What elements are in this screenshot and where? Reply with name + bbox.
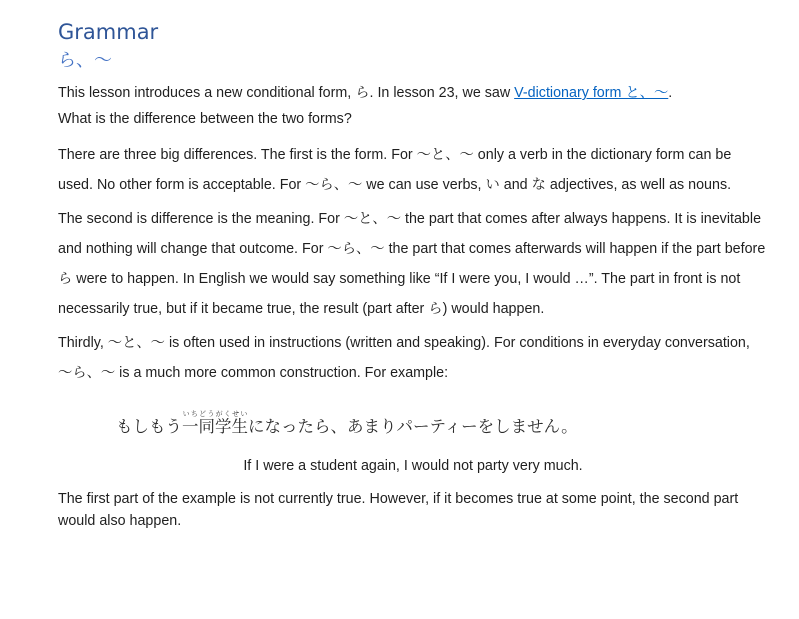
- text-span: adjectives, as well as nouns.: [545, 177, 732, 193]
- page-title: Grammar: [58, 20, 159, 44]
- jp-term: な: [531, 177, 546, 193]
- text-span: ) would happen.: [442, 301, 545, 317]
- furigana-word: [182, 410, 248, 436]
- v-dictionary-form-link[interactable]: V-dictionary form と、〜: [514, 85, 669, 101]
- text-span: the part that comes after always happens. It is inevitable and nothing will change that outcome. For: [58, 211, 762, 257]
- text-span: is a much more common construction. For example:: [115, 365, 449, 381]
- jp-term: い: [485, 177, 500, 193]
- example-sentence-english: If I were a student again, I would not party very much.: [243, 458, 583, 474]
- text-span: This lesson introduces a new conditional form,: [58, 85, 356, 101]
- furigana-reading: いちどうがくせい: [182, 410, 248, 418]
- text-span: There are three big differences. The first is the form. For: [58, 147, 417, 163]
- text-span: になったら、あまりパーティーをしません。: [248, 417, 578, 436]
- text-span: もしもう: [116, 417, 182, 436]
- text-span: the part that comes afterwards will happen if the part before: [384, 241, 766, 257]
- ruby-base: 一同学生: [182, 417, 248, 436]
- example-sentence-japanese: [116, 410, 768, 440]
- intro-paragraph: [58, 80, 768, 132]
- text-span: Thirdly,: [58, 335, 108, 351]
- jp-term: ら: [58, 271, 73, 287]
- jp-term: 〜ら、〜: [58, 365, 116, 381]
- text-span: What is the difference between the two forms?: [58, 111, 352, 127]
- text-span: is often used in instructions (written and speaking). For conditions in everyday conversation,: [164, 335, 750, 351]
- jp-term: 〜と、〜: [343, 211, 402, 227]
- text-span: .: [668, 85, 673, 101]
- jp-term: ら: [428, 301, 443, 317]
- meaning-paragraph: [58, 204, 768, 324]
- differences-paragraph: [58, 140, 768, 200]
- jp-term: 〜と、〜: [416, 147, 474, 163]
- text-span: The second is difference is the meaning. For: [58, 211, 344, 227]
- lesson-content: [58, 18, 768, 532]
- jp-term: 〜ら、〜: [305, 177, 363, 193]
- jp-term: 〜と、〜: [107, 335, 165, 351]
- text-span: and: [499, 177, 532, 193]
- conclusion-paragraph: The first part of the example is not currently true. However, if it becomes true at some point, the second part would also happen.: [58, 491, 739, 529]
- text-span: were to happen. In English we would say something like “If I were you, I would …”. The part in front is not necessarily true, but if it became true, the result (part after: [58, 271, 741, 317]
- text-span: we can use verbs,: [362, 177, 486, 193]
- grammar-point-heading: ら、〜: [58, 50, 112, 71]
- text-span: only a verb in the dictionary form can be used. No other form is acceptable. For: [58, 147, 732, 193]
- text-span: . In lesson 23, we saw: [369, 85, 515, 101]
- jp-term: 〜ら、〜: [327, 241, 385, 257]
- usage-paragraph: [58, 328, 768, 388]
- jp-term: ら: [355, 85, 370, 101]
